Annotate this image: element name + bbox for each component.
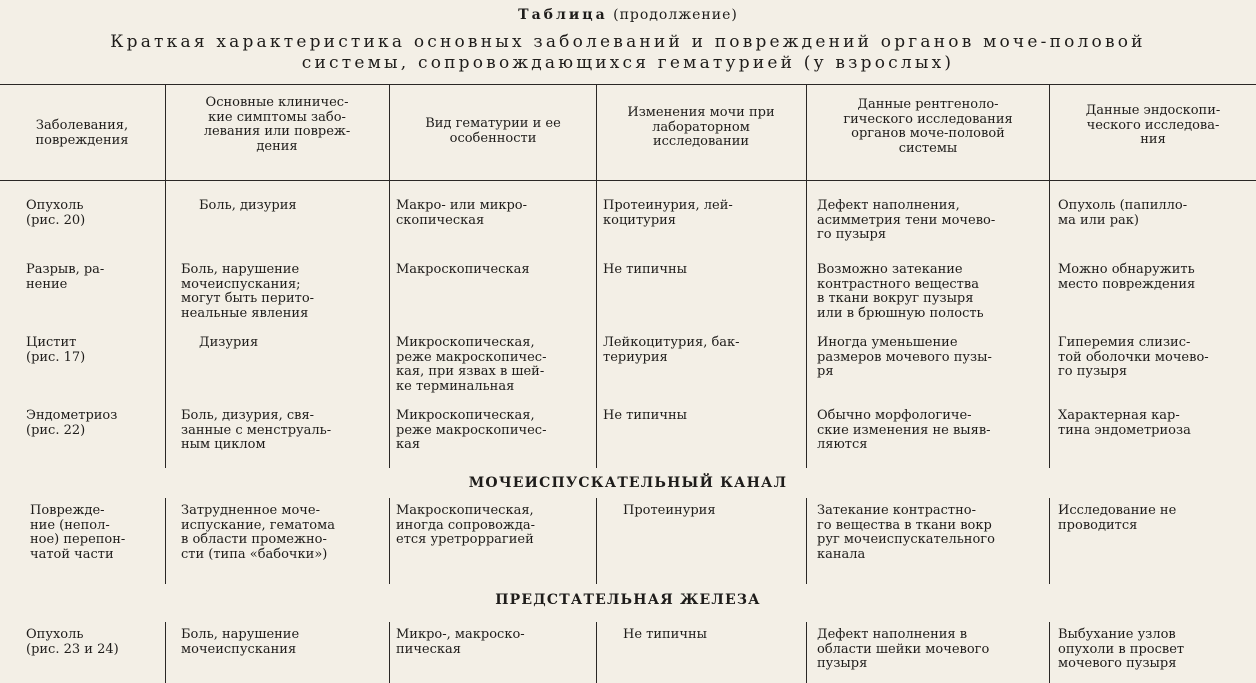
cell-hematuria: Макроскопическая [396,262,530,277]
section-heading-prostate: ПРЕДСТАТЕЛЬНАЯ ЖЕЛЕЗА [495,592,761,608]
column-header-hematuria-type: Вид гематурии и ее особенности [425,116,561,146]
header-top-rule [0,84,1256,85]
table-note: (продолжение) [613,7,738,23]
cell-urine: Не типичны [623,627,707,642]
cell-disease: Цистит (рис. 17) [26,335,86,365]
cell-disease: Опухоль (рис. 23 и 24) [26,627,119,657]
cell-endoscopy: Исследование не проводится [1058,503,1177,533]
col-separator [1049,498,1050,584]
cell-symptoms: Дизурия [199,335,259,350]
cell-urine: Протеинурия [623,503,716,518]
cell-endoscopy: Выбухание узлов опухоли в просвет мочевого пузыря [1058,627,1185,671]
column-header-xray: Данные рентгеноло- гического исследования органов моче-половой системы [843,97,1013,156]
col-separator [596,85,597,468]
cell-hematuria: Микро-, макроско- пическая [396,627,525,657]
cell-endoscopy: Опухоль (папилло- ма или рак) [1058,198,1188,228]
cell-xray: Возможно затекание контрастного вещества в ткани вокруг пузыря или в брюшную полость [817,262,984,321]
cell-disease: Эндометриоз (рис. 22) [26,408,118,438]
cell-urine: Не типичны [603,262,687,277]
table-caption [0,7,1256,23]
cell-hematuria: Макро- или микро- скопическая [396,198,528,228]
col-separator [806,85,807,468]
cell-disease: Поврежде- ние (непол- ное) перепон- чатой части [30,503,126,562]
col-separator [165,622,166,683]
cell-disease: Разрыв, ра- нение [26,262,105,292]
column-header-symptoms: Основные клиничес- кие симптомы забо- левания или повреж- дения [203,95,351,154]
cell-symptoms: Боль, нарушение мочеиспускания [181,627,300,657]
cell-symptoms: Боль, нарушение мочеиспускания; могут быть перито- неальные явления [181,262,315,321]
cell-hematuria: Макроскопическая, иногда сопровожда- ется уретроррагией [396,503,536,547]
cell-urine: Лейкоцитурия, бак- териурия [603,335,740,365]
cell-endoscopy: Характерная кар- тина эндометриоза [1058,408,1191,438]
cell-urine: Протеинурия, лей- коцитурия [603,198,733,228]
header-bottom-rule [0,180,1256,181]
column-header-urine-changes: Изменения мочи при лабораторном исследовании [627,105,775,149]
col-separator [165,498,166,584]
cell-urine: Не типичны [603,408,687,423]
col-separator [165,85,166,468]
col-separator [389,622,390,683]
cell-endoscopy: Можно обнаружить место повреждения [1058,262,1196,292]
cell-hematuria: Микроскопическая, реже макроскопичес- кая, при язвах в шей- ке терминальная [396,335,547,394]
col-separator [1049,85,1050,468]
cell-xray: Затекание контрастно- го вещества в ткани вокр руг мочеиспускательного канала [817,503,995,562]
cell-symptoms: Затрудненное моче- испускание, гематома в области промежно- сти (типа «бабочки») [181,503,335,562]
col-separator [806,498,807,584]
col-separator [1049,622,1050,683]
col-separator [806,622,807,683]
col-separator [596,498,597,584]
cell-xray: Дефект наполнения в области шейки мочевого пузыря [817,627,990,671]
cell-symptoms: Боль, дизурия, свя- занные с менструаль- ным циклом [181,408,332,452]
table-label: Таблица [518,7,608,23]
section-heading-urethra: МОЧЕИСПУСКАТЕЛЬНЫЙ КАНАЛ [468,475,788,491]
cell-endoscopy: Гиперемия слизис- той оболочки мочево- го пузыря [1058,335,1209,379]
cell-disease: Опухоль (рис. 20) [26,198,86,228]
cell-hematuria: Микроскопическая, реже макроскопичес- кая [396,408,547,452]
cell-xray: Дефект наполнения, асимметрия тени мочево- го пузыря [817,198,996,242]
col-separator [596,622,597,683]
cell-symptoms: Боль, дизурия [199,198,297,213]
title-line-1: Краткая характеристика основных заболеваний и повреждений органов моче-половой [110,32,1146,52]
column-header-endoscopy: Данные эндоскопи- ческого исследова- ния [1085,103,1221,147]
col-separator [389,498,390,584]
title-line-2: системы, сопровождающихся гематурией (у взрослых) [301,53,955,73]
table-title [0,32,1256,74]
col-separator [389,85,390,468]
column-header-disease: Заболевания, повреждения [35,118,129,148]
cell-xray: Иногда уменьшение размеров мочевого пузы- ря [817,335,992,379]
cell-xray: Обычно морфологиче- ские изменения не выяв- ляются [817,408,991,452]
